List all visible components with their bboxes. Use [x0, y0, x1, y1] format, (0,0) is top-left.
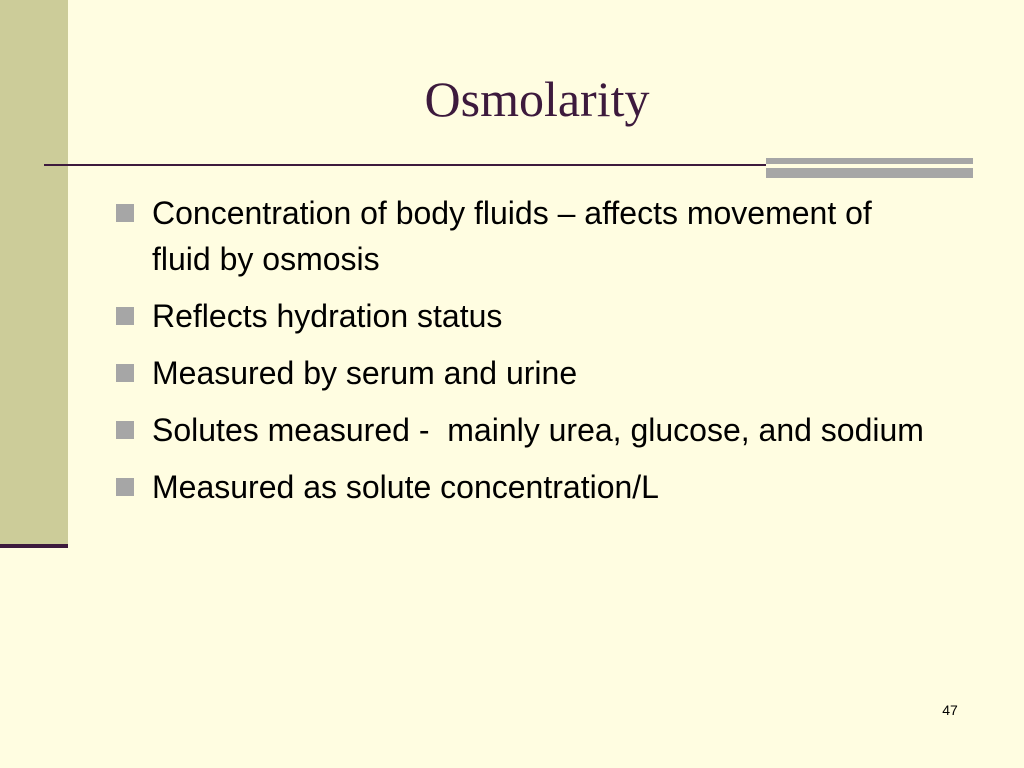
square-bullet-icon [116, 204, 134, 222]
bullet-text: Measured by serum and urine [152, 355, 578, 391]
accent-bar-bottom [766, 168, 973, 178]
square-bullet-icon [116, 478, 134, 496]
bullet-text: Measured as solute concentration/L [152, 469, 659, 505]
bullet-list [116, 190, 936, 521]
bullet-text: Reflects hydration status [152, 298, 503, 334]
bullet-item [116, 293, 936, 339]
left-decorative-band [0, 0, 68, 544]
bullet-item [116, 190, 936, 282]
title-underline-rule [44, 164, 766, 166]
bullet-item [116, 407, 936, 453]
accent-bar-top [766, 158, 973, 164]
square-bullet-icon [116, 421, 134, 439]
square-bullet-icon [116, 364, 134, 382]
bullet-text: Concentration of body fluids – affects movement of fluid by osmosis [152, 195, 872, 277]
slide-number: 47 [942, 702, 958, 718]
square-bullet-icon [116, 307, 134, 325]
bullet-item [116, 350, 936, 396]
left-band-rule [0, 544, 68, 548]
bullet-text: Solutes measured - mainly urea, glucose, and sodium [152, 412, 924, 448]
slide-title: Osmolarity [424, 71, 650, 127]
bullet-item [116, 464, 936, 510]
